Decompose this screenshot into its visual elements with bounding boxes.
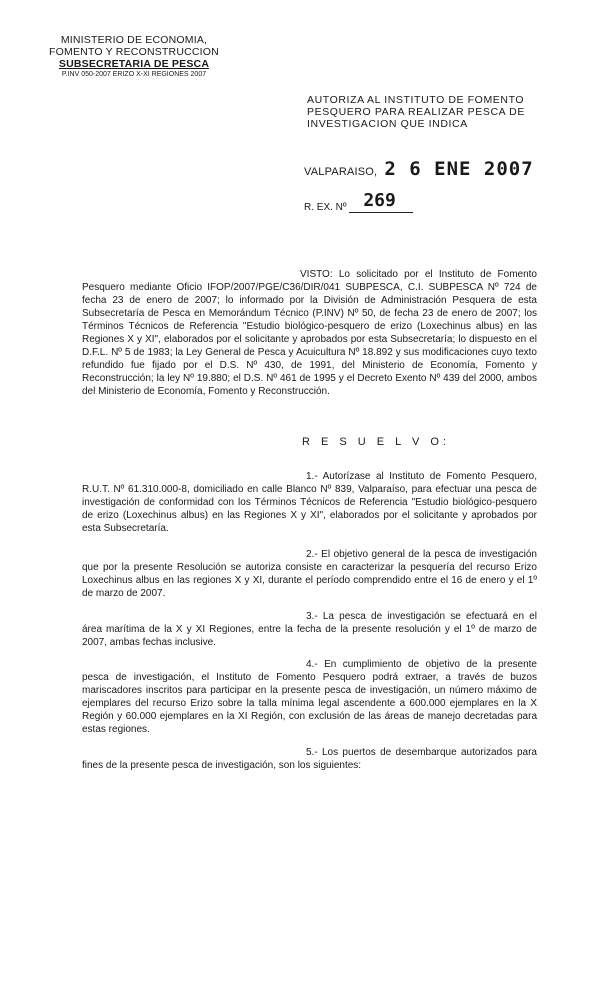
ministry-line-2: FOMENTO Y RECONSTRUCCION: [49, 46, 219, 58]
letterhead: [34, 34, 234, 79]
item-2: 2.- El objetivo general de la pesca de investigación que por la presente Resolución se autoriza consiste en caracterizar la pesquería del recurso Erizo Loxechinus albus en las regiones X y XI, durante el período comprendido entre el 16 de enero y el 1º de marzo de 2007.: [82, 549, 537, 599]
dateline: [304, 158, 534, 180]
resolution-number: [304, 190, 413, 213]
resuelvo-heading: R E S U E L V O:: [302, 436, 450, 448]
visto-paragraph: VISTO: Lo solicitado por el Instituto de Fomento Pesquero mediante Oficio IFOP/2007/PGE/C36/DIR/041 SUBPESCA, C.I. SUBPESCA Nº 724 de fecha 23 de enero de 2007; lo informado por la División de Administración Pesquera de esta Subsecretaría de Pesca en Memorándum Técnico (P.INV) Nº 50, de fecha 23 de enero de 2007; los Términos Técnicos de Referencia "Estudio biológico-pesquero de erizo (Loxechinus albus) en las Regiones X y XI", elaborados por el solicitante y aprobados por esta Subsecretaría; lo dispuesto en el D.F.L. Nº 5 de 1983; la Ley General de Pesca y Acuicultura Nº 18.892 y sus modificaciones cuyo texto refundido fue fijado por el D.S. Nº 430, de 1991, del Ministerio de Economía, Fomento y Reconstrucción; la ley Nº 19.880; el D.S. Nº 461 de 1995 y el Decreto Exento Nº 439 del 2000, ambos del Ministerio de Economía, Fomento y Reconstrucción.: [82, 269, 537, 397]
date-stamp: 2 6 ENE 2007: [384, 158, 534, 180]
item-1: 1.- Autorízase al Instituto de Fomento Pesquero, R.U.T. Nº 61.310.000-8, domiciliado en calle Blanco Nº 839, Valparaíso, para efectuar una pesca de investigación de conformidad con los Términos Técnicos de Referencia "Estudio biológico-pesquero de erizo (Loxechinus albus) en las Regiones X y XI", elaborados por el solicitante y aprobados por esta Subsecretaría.: [82, 471, 537, 534]
rex-number-field: [349, 190, 413, 213]
resolution-title: AUTORIZA AL INSTITUTO DE FOMENTO PESQUERO PARA REALIZAR PESCA DE INVESTIGACION QUE INDICA: [307, 94, 525, 130]
ministry-line: MINISTERIO DE ECONOMIA,: [60, 34, 208, 46]
reference-code: P.INV 050-2007 ERIZO X-XI REGIONES 2007: [61, 71, 207, 78]
item-5: 5.- Los puertos de desembarque autorizados para fines de la presente pesca de investigación, son los siguientes:: [82, 747, 537, 771]
item-3: 3.- La pesca de investigación se efectuará en el área marítima de la X y XI Regiones, entre la fecha de la presente resolución y el 1º de marzo de 2007, ambas fechas inclusive.: [82, 611, 537, 648]
rex-label: R. EX. Nº: [304, 202, 347, 213]
subsecretaria-line: SUBSECRETARIA DE PESCA: [58, 58, 210, 70]
city: VALPARAISO,: [304, 166, 378, 178]
item-4: 4.- En cumplimiento de objetivo de la presente pesca de investigación, el Instituto de Fomento Pesquero podrá extraer, a través de buzos mariscadores inscritos para participar en la presente pesca de investigación, un número máximo de ejemplares del recurso Erizo sobre la talla mínima legal ascendente a 600.000 ejemplares en la X Región y 60.000 ejemplares en la XI Región, con exclusión de las áreas de manejo decretadas para estas regiones.: [82, 659, 537, 735]
rex-number: 269: [363, 190, 396, 211]
